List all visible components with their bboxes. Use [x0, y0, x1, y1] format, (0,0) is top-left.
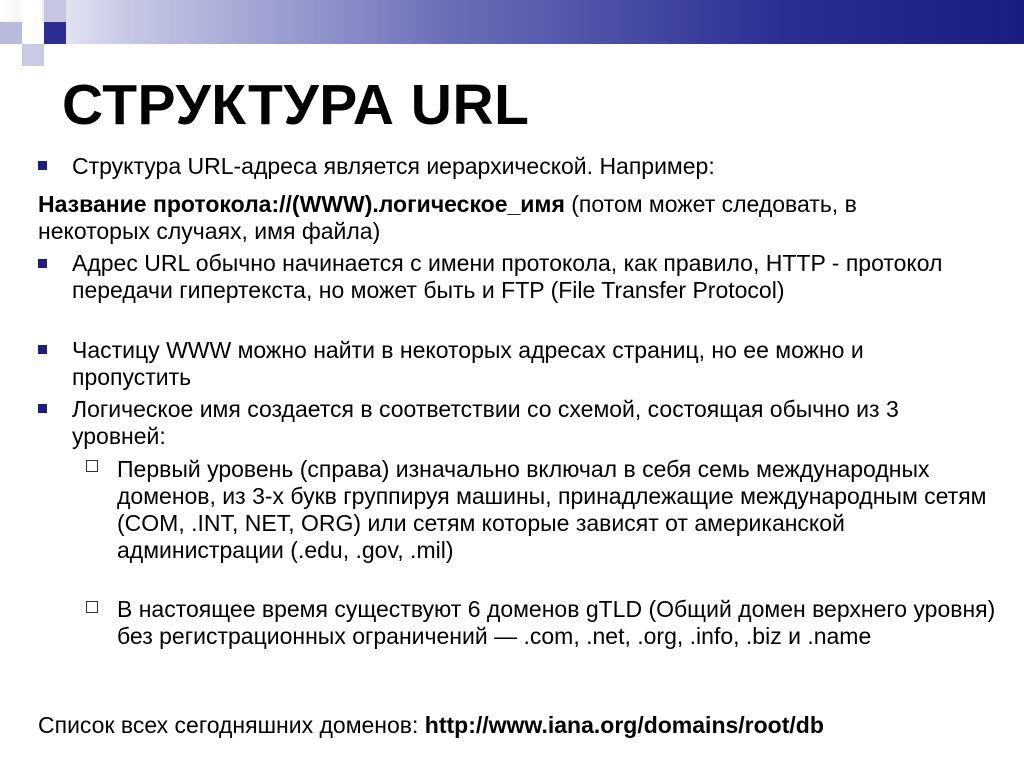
bullet-square-icon [38, 259, 47, 268]
bullet-hollow-square-icon [86, 601, 98, 613]
footer-line [38, 712, 1018, 739]
protocol-note: (потом может следовать, в некоторых случаях, имя файла) [38, 191, 857, 244]
bullet-square-icon [38, 161, 47, 170]
bullet-square-icon [38, 404, 47, 413]
sub-bullet-item: В настоящее время существуют 6 доменов gTLD (Общий домен верхнего уровня) без регистрационных ограничений — .com, .net, .org, .info, .biz и .name [117, 596, 996, 649]
bullet-square-icon [38, 345, 47, 354]
protocol-pattern: Название протокола://(WWW).логическое_имя [38, 191, 565, 217]
sub-bullet-item: Первый уровень (справа) изначально включал в себя семь международных доменов, из 3-х букв группируя машины, принадлежащие международным сетям (COM, .INT, NET, ORG) или сетям которые зависят от американской администрации (.edu, .gov, .mil) [117, 456, 987, 563]
slide-title: СТРУКТУРА URL [62, 73, 530, 137]
iana-link[interactable]: http://www.iana.org/domains/root/db [424, 712, 824, 738]
protocol-example [38, 191, 918, 245]
bullet-item: Частицу WWW можно найти в некоторых адресах страниц, но ее можно и пропустить [72, 337, 864, 390]
bullet-hollow-square-icon [86, 460, 98, 472]
bullet-item: Адрес URL обычно начинается с имени протокола, как правило, HTTP - протокол передачи гипертекста, но может быть и FTP (File Transfer Protocol) [72, 250, 943, 303]
bullet-item: Структура URL-адреса является иерархической. Например: [72, 153, 715, 179]
bullet-item: Логическое имя создается в соответствии со схемой, состоящая обычно из 3 уровней: [72, 396, 899, 449]
footer-label: Список всех сегодняшних доменов: [38, 712, 425, 738]
